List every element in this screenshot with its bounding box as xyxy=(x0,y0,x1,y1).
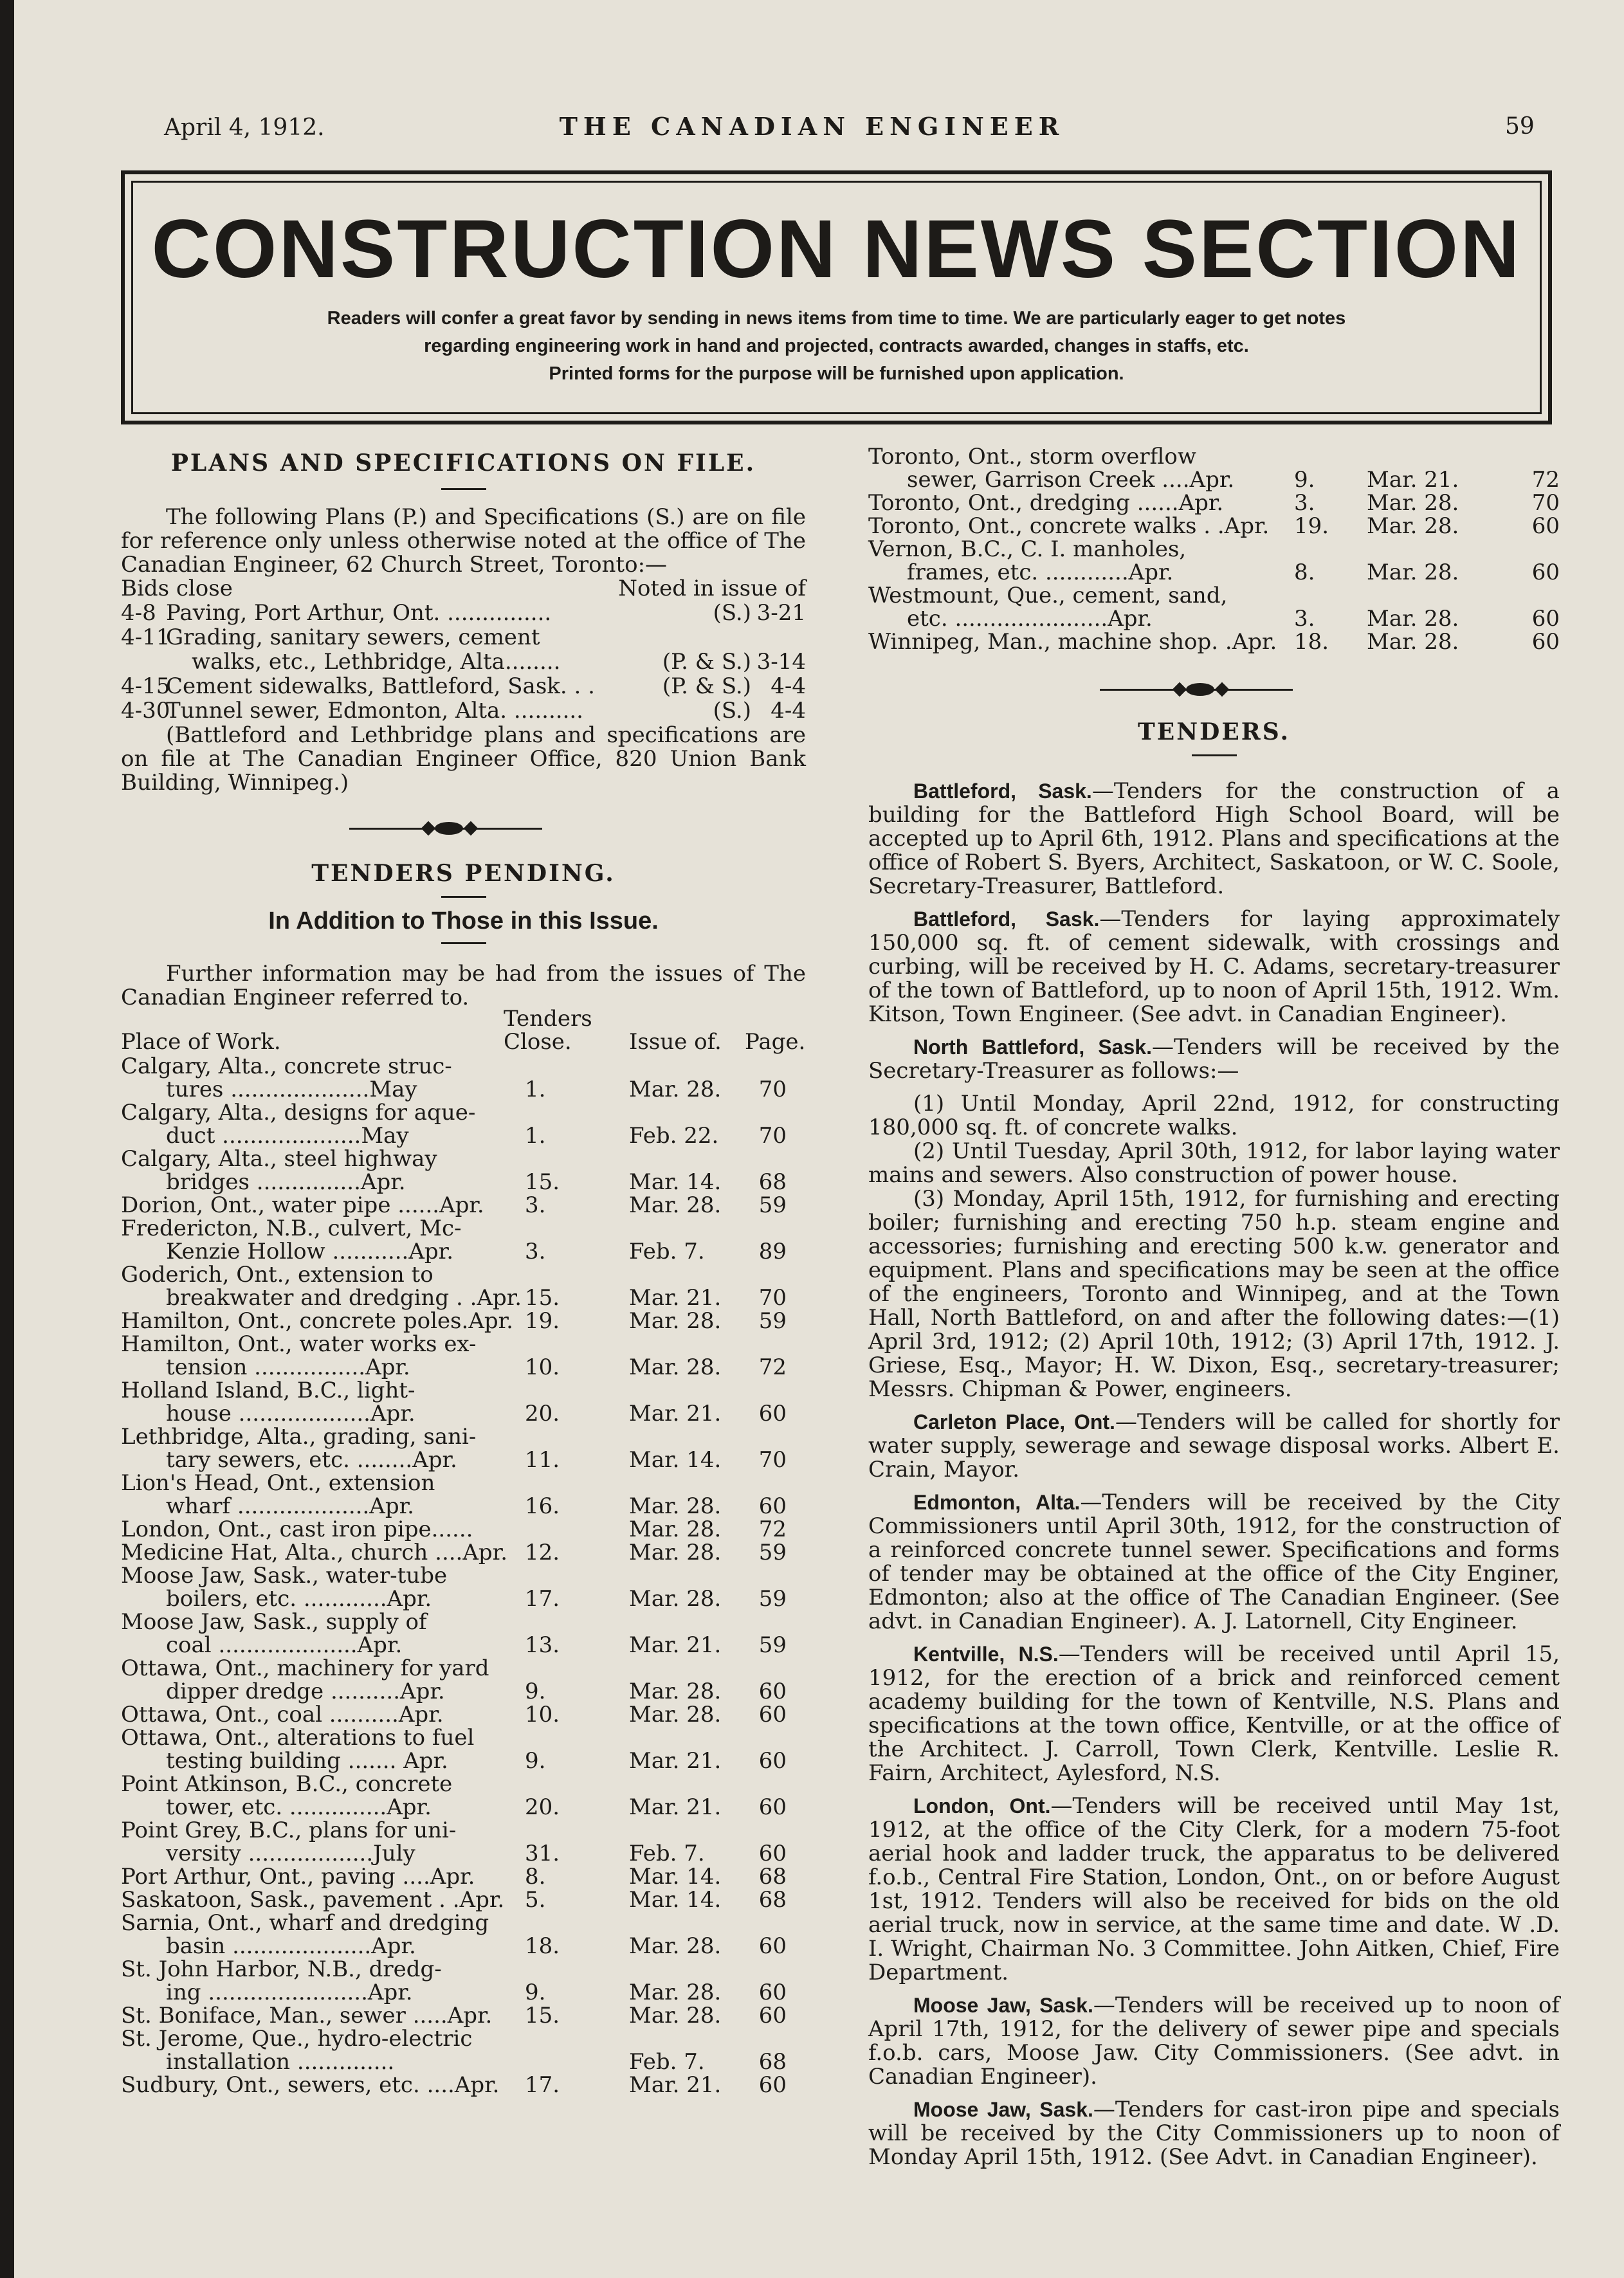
close-cell: 5. xyxy=(525,1887,546,1913)
plans-item-text: Paving, Port Arthur, Ont. ............... xyxy=(166,600,552,626)
close-cell: 10. xyxy=(525,1354,560,1380)
banner-notice-line: Printed forms for the purpose will be furnished upon application. xyxy=(549,363,1124,384)
table-row xyxy=(121,1888,806,1911)
place-cell: coal ....................Apr. xyxy=(166,1632,403,1658)
plans-item xyxy=(121,650,806,675)
heading-rule xyxy=(441,942,486,944)
tender-text: —Tenders will be received by the Secretary-Treasurer as follows:— xyxy=(868,1034,1560,1084)
page-cell: 59 xyxy=(758,1586,787,1612)
plans-item-issue: 3-21 xyxy=(756,600,806,626)
close-cell: 3. xyxy=(525,1192,546,1218)
page-cell: 60 xyxy=(758,1794,787,1820)
issue-cell: Mar. 28. xyxy=(629,1540,722,1565)
table-header xyxy=(121,1007,806,1055)
table-row xyxy=(868,468,1560,491)
page-cell: 60 xyxy=(758,1679,787,1704)
plans-item-date: 4-11 xyxy=(121,624,170,650)
issue-header: Issue of. xyxy=(629,1029,722,1055)
tender-text: —Tenders for cast-iron pipe and specials will be received by the City Commissioners up to noon of Monday April 15th, 1912. (See Advt. in Canadian Engineer). xyxy=(868,2097,1560,2170)
plans-item-date: 4-15 xyxy=(121,673,170,699)
issue-date: April 4, 1912. xyxy=(164,114,325,141)
place-cell: Calgary, Alta., steel highway xyxy=(121,1146,437,1172)
plans-item-type: (P. & S.) xyxy=(662,673,751,699)
tender-location: Battleford, Sask. xyxy=(913,779,1092,803)
issue-cell: Mar. 28. xyxy=(629,2003,722,2028)
place-cell: Port Arthur, Ont., paving ....Apr. xyxy=(121,1864,475,1890)
issue-cell: Mar. 21. xyxy=(629,1401,722,1426)
tender-location: North Battleford, Sask. xyxy=(913,1035,1152,1059)
place-cell: Moose Jaw, Sask., water-tube xyxy=(121,1563,448,1589)
table-row xyxy=(121,1564,806,1587)
issue-cell: Mar. 28. xyxy=(629,1192,722,1218)
table-row xyxy=(121,1911,806,1935)
page-cell: 60 xyxy=(758,2003,787,2028)
place-cell: Ottawa, Ont., coal ..........Apr. xyxy=(121,1702,444,1727)
tender-location: Edmonton, Alta. xyxy=(913,1491,1081,1514)
place-cell: duct ....................May xyxy=(166,1123,409,1149)
place-cell: frames, etc. ............Apr. xyxy=(907,560,1174,585)
table-row xyxy=(121,1217,806,1240)
tender-entry xyxy=(868,907,1560,1026)
plans-column-headers xyxy=(121,577,806,601)
tender-text: —Tenders for laying approximately 150,000 sq. ft. of cement sidewalk, with crossings and curbing, will be received by H. C. Adams, secretary-treasurer of the town of Battleford, up to noon of April 15th, 1912. Wm. Kitson, Town Engineer. (See advt. in Canadian Engineer). xyxy=(868,906,1560,1027)
tender-entry xyxy=(868,1491,1560,1634)
table-row xyxy=(121,1703,806,1726)
tender-location: Moose Jaw, Sask. xyxy=(913,2098,1093,2121)
table-row xyxy=(121,1772,806,1796)
tender-text: —Tenders will be called for shortly for water supply, sewerage and sewage disposal works. Albert E. Crain, Mayor. xyxy=(868,1409,1560,1482)
table-row xyxy=(121,1402,806,1425)
issue-cell: Mar. 28. xyxy=(629,1933,722,1959)
table-row xyxy=(121,1981,806,2004)
plans-item-issue: 4-4 xyxy=(771,698,806,724)
tenders-pending-heading: TENDERS PENDING. xyxy=(311,860,616,887)
issue-cell: Mar. 28. xyxy=(629,1517,722,1542)
place-cell: boilers, etc. ............Apr. xyxy=(166,1586,432,1612)
tender-text: —Tenders will be received up to noon of April 17th, 1912, for the delivery of sewer pipe and specials f.o.b. cars, Moose Jaw. City Commissioners. (See advt. in Canadian Engineer). xyxy=(868,1992,1560,2090)
place-cell: Toronto, Ont., storm overflow xyxy=(868,444,1196,469)
table-row xyxy=(121,1842,806,1865)
table-row xyxy=(121,1541,806,1564)
place-cell: Saskatoon, Sask., pavement . .Apr. xyxy=(121,1887,505,1913)
page-cell: 59 xyxy=(758,1632,787,1658)
issue-cell: Mar. 28. xyxy=(1367,629,1459,655)
tenders-list xyxy=(868,779,1560,2169)
page-cell: 68 xyxy=(758,1169,787,1195)
page-header: Page. xyxy=(745,1029,806,1055)
place-cell: St. Boniface, Man., sewer .....Apr. xyxy=(121,2003,493,2028)
issue-cell: Mar. 28. xyxy=(629,1679,722,1704)
right-column xyxy=(868,445,1560,2178)
close-header: Close. xyxy=(504,1029,572,1055)
plans-item-text: Cement sidewalks, Battleford, Sask. . . xyxy=(166,673,595,699)
tender-text: —Tenders will be received until April 15, 1912, for the erection of a brick and reinforced cement academy building for the town of Kentville, N.S. Plans and specifications at the town office, Kentville, or at the office of the Architect. J. Carroll, Town Clerk, Kentville. Leslie R. Fairn, Architect, Aylesford, N.S. xyxy=(868,1641,1560,1786)
issue-cell: Mar. 14. xyxy=(629,1169,722,1195)
close-cell: 19. xyxy=(525,1308,560,1334)
plans-item-type: (S.) xyxy=(713,698,751,724)
table-row xyxy=(121,1101,806,1124)
issue-cell: Mar. 28. xyxy=(1367,490,1459,516)
plans-item-issue: 4-4 xyxy=(771,673,806,699)
page-cell: 60 xyxy=(758,1841,787,1866)
close-cell: 8. xyxy=(1294,560,1315,585)
table-row xyxy=(121,1657,806,1680)
place-cell: Toronto, Ont., concrete walks . .Apr. xyxy=(868,513,1270,539)
table-row xyxy=(121,1147,806,1171)
place-cell: Hamilton, Ont., water works ex- xyxy=(121,1331,477,1357)
table-row xyxy=(121,1865,806,1888)
place-cell: tower, etc. ..............Apr. xyxy=(166,1794,432,1820)
place-cell: sewer, Garrison Creek ....Apr. xyxy=(907,467,1235,493)
place-cell: basin ....................Apr. xyxy=(166,1933,416,1959)
close-cell: 10. xyxy=(525,1702,560,1727)
table-row xyxy=(121,2004,806,2027)
place-cell: St. John Harbor, N.B., dredg- xyxy=(121,1956,442,1982)
place-cell: Holland Island, B.C., light- xyxy=(121,1378,415,1403)
tender-entry xyxy=(868,779,1560,898)
plans-item-date: 4-8 xyxy=(121,600,156,626)
issue-cell: Mar. 21. xyxy=(629,1632,722,1658)
table-row xyxy=(121,1819,806,1842)
table-row xyxy=(121,1194,806,1217)
table-row xyxy=(121,1263,806,1286)
tenders-pending-intro: Further information may be had from the issues of The Canadian Engineer referred to. xyxy=(121,961,806,1010)
page-cell: 60 xyxy=(758,1493,787,1519)
issue-cell: Mar. 28. xyxy=(629,1586,722,1612)
heading-rule xyxy=(441,488,486,490)
page-cell: 70 xyxy=(758,1285,787,1311)
page-cell: 68 xyxy=(758,1864,787,1890)
issue-cell: Mar. 14. xyxy=(629,1864,722,1890)
issue-cell: Feb. 7. xyxy=(629,1239,705,1264)
tender-entry xyxy=(868,2098,1560,2169)
place-cell: breakwater and dredging . .Apr. xyxy=(166,1285,522,1311)
plans-intro: The following Plans (P.) and Specifications (S.) are on file for reference only unless otherwise noted at the office of The Canadian Engineer, 62 Church Street, Toronto:— xyxy=(121,504,806,578)
tenders-heading: TENDERS. xyxy=(1138,718,1290,745)
table-row xyxy=(121,1749,806,1772)
page-cell: 60 xyxy=(758,1933,787,1959)
close-cell: 3. xyxy=(1294,606,1315,632)
close-cell: 9. xyxy=(525,1748,546,1774)
table-row xyxy=(868,445,1560,468)
close-cell: 12. xyxy=(525,1540,560,1565)
table-body xyxy=(121,1055,806,2097)
close-cell: 11. xyxy=(525,1447,560,1473)
issue-cell: Mar. 28. xyxy=(629,1308,722,1334)
place-cell: St. Jerome, Que., hydro-electric xyxy=(121,2026,473,2052)
plans-item-issue: 3-14 xyxy=(756,649,806,675)
issue-cell: Feb. 22. xyxy=(629,1123,719,1149)
table-row xyxy=(868,561,1560,584)
place-cell: tures ....................May xyxy=(166,1077,417,1102)
place-cell: Lethbridge, Alta., grading, sani- xyxy=(121,1424,477,1450)
close-cell: 15. xyxy=(525,1169,560,1195)
page-cell: 70 xyxy=(1531,490,1560,516)
plans-item xyxy=(121,626,806,650)
issue-cell: Mar. 28. xyxy=(629,1354,722,1380)
close-cell: 19. xyxy=(1294,513,1329,539)
table-row xyxy=(121,2050,806,2073)
table-row xyxy=(121,1610,806,1634)
issue-cell: Mar. 14. xyxy=(629,1447,722,1473)
place-cell: London, Ont., cast iron pipe...... xyxy=(121,1517,473,1542)
place-cell: tary sewers, etc. ........Apr. xyxy=(166,1447,457,1473)
place-cell: Point Atkinson, B.C., concrete xyxy=(121,1771,453,1797)
place-cell: Lion's Head, Ont., extension xyxy=(121,1470,435,1496)
place-cell: Ottawa, Ont., alterations to fuel xyxy=(121,1725,475,1751)
page-cell: 60 xyxy=(1531,513,1560,539)
table-row xyxy=(121,1078,806,1101)
page-number: 59 xyxy=(1505,113,1535,140)
plans-item xyxy=(121,601,806,626)
plans-item-text: Grading, sanitary sewers, cement xyxy=(166,624,540,650)
plans-item xyxy=(121,699,806,724)
close-cell: 9. xyxy=(1294,467,1315,493)
page-cell: 59 xyxy=(758,1192,787,1218)
plans-list xyxy=(121,601,806,724)
table-row xyxy=(121,1286,806,1309)
issue-cell: Mar. 28. xyxy=(629,1980,722,2005)
issue-cell: Mar. 21. xyxy=(629,2072,722,2098)
page-cell: 72 xyxy=(1531,467,1560,493)
place-cell: Point Grey, B.C., plans for uni- xyxy=(121,1818,457,1843)
issue-cell: Mar. 28. xyxy=(629,1077,722,1102)
page-cell: 60 xyxy=(758,1980,787,2005)
issue-cell: Mar. 28. xyxy=(1367,560,1459,585)
issue-cell: Mar. 14. xyxy=(629,1887,722,1913)
place-cell: Sarnia, Ont., wharf and dredging xyxy=(121,1910,489,1936)
table-row xyxy=(868,584,1560,607)
page-cell: 60 xyxy=(1531,560,1560,585)
running-header xyxy=(0,108,1624,147)
ornamental-divider xyxy=(868,677,1560,702)
table-row xyxy=(121,2027,806,2050)
tender-location: Kentville, N.S. xyxy=(913,1643,1059,1666)
issue-cell: Mar. 28. xyxy=(1367,606,1459,632)
place-cell: wharf ...................Apr. xyxy=(166,1493,414,1519)
place-cell: Toronto, Ont., dredging ......Apr. xyxy=(868,490,1224,516)
tender-location: Moose Jaw, Sask. xyxy=(913,1994,1093,2017)
table-row xyxy=(121,1587,806,1610)
plans-note: (Battleford and Lethbridge plans and specifications are on file at The Canadian Engineer Office, 820 Union Bank Building, Winnipeg.) xyxy=(121,722,806,796)
plans-item-type: (S.) xyxy=(713,600,751,626)
table-row xyxy=(121,1171,806,1194)
page-cell: 70 xyxy=(758,1447,787,1473)
plans-item-type: (P. & S.) xyxy=(662,649,751,675)
table-row xyxy=(121,1935,806,1958)
page-cell: 60 xyxy=(758,1748,787,1774)
page-cell: 72 xyxy=(758,1517,787,1542)
place-cell: Calgary, Alta., concrete struc- xyxy=(121,1053,452,1079)
tender-entry xyxy=(868,1035,1560,1083)
tender-text: —Tenders will be received until May 1st, 1912, at the office of the City Clerk, for a modern 75-foot aerial hook and ladder truck, the apparatus to be delivered f.o.b., Central Fire Station, London, Ont., on or before August 1st, 1912. Tenders will also be received for bids on the old aerial truck, now in service, at the same time and date. W .D. I. Wright, Chairman No. 3 Committee. John Aitken, Chief, Fire Department. xyxy=(868,1793,1560,1985)
place-cell: Ottawa, Ont., machinery for yard xyxy=(121,1655,489,1681)
issue-cell: Mar. 28. xyxy=(629,1493,722,1519)
place-cell: Vernon, B.C., C. I. manholes, xyxy=(868,536,1187,562)
tender-entry xyxy=(868,1410,1560,1482)
place-cell: Moose Jaw, Sask., supply of xyxy=(121,1609,427,1635)
tender-text: —Tenders for the construction of a building for the Battleford High School Board, will be accepted up to April 6th, 1912. Plans and specifications at the office of Robert S. Byers, Architect, Saskatoon, or W. C. Soole, Secretary-Treasurer, Battleford. xyxy=(868,778,1560,899)
issue-cell: Mar. 21. xyxy=(629,1748,722,1774)
tenders-pending-table xyxy=(121,1007,806,2097)
issue-cell: Mar. 28. xyxy=(629,1702,722,1727)
table-row xyxy=(121,1379,806,1402)
banner-notice-line: regarding engineering work in hand and projected, contracts awarded, changes in staffs, etc. xyxy=(424,336,1249,356)
table-row xyxy=(121,1425,806,1448)
table-row xyxy=(121,2073,806,2097)
place-cell: dipper dredge ..........Apr. xyxy=(166,1679,445,1704)
table-row xyxy=(121,1518,806,1541)
close-cell: 15. xyxy=(525,1285,560,1311)
page-cell: 72 xyxy=(758,1354,787,1380)
banner-notice-line: Readers will confer a great favor by sending in news items from time to time. We are particularly eager to get notes xyxy=(327,308,1346,329)
table-row xyxy=(868,515,1560,538)
page-cell: 70 xyxy=(758,1077,787,1102)
heading-rule xyxy=(441,896,486,898)
left-column xyxy=(121,444,806,2097)
close-cell: 20. xyxy=(525,1401,560,1426)
place-cell: Medicine Hat, Alta., church ....Apr. xyxy=(121,1540,508,1565)
close-header: Tenders xyxy=(504,1006,592,1032)
close-cell: 3. xyxy=(1294,490,1315,516)
journal-title: THE CANADIAN ENGINEER xyxy=(559,112,1065,141)
tenders-pending-continued xyxy=(868,445,1560,653)
page-cell: 70 xyxy=(758,1123,787,1149)
close-cell: 9. xyxy=(525,1679,546,1704)
close-cell: 16. xyxy=(525,1493,560,1519)
plans-item-text: walks, etc., Lethbridge, Alta........ xyxy=(192,649,561,675)
place-cell: tension ................Apr. xyxy=(166,1354,410,1380)
place-cell: etc. ......................Apr. xyxy=(907,606,1153,632)
place-cell: bridges ...............Apr. xyxy=(166,1169,406,1195)
close-cell: 15. xyxy=(525,2003,560,2028)
table-row xyxy=(121,1958,806,1981)
table-row xyxy=(868,538,1560,561)
banner-notice xyxy=(133,305,1540,388)
banner-title: CONSTRUCTION NEWS SECTION xyxy=(151,203,1522,295)
close-cell: 3. xyxy=(525,1239,546,1264)
page-cell: 60 xyxy=(1531,606,1560,632)
close-cell: 31. xyxy=(525,1841,560,1866)
issue-cell: Mar. 28. xyxy=(1367,513,1459,539)
place-cell: ing .......................Apr. xyxy=(166,1980,413,2005)
table-row xyxy=(121,1309,806,1333)
table-row xyxy=(121,1124,806,1147)
tenders-pending-subheading: In Addition to Those in this Issue. xyxy=(268,907,659,934)
table-row xyxy=(121,1495,806,1518)
banner-inner-frame xyxy=(131,181,1542,414)
table-row xyxy=(121,1356,806,1379)
table-row xyxy=(121,1726,806,1749)
table-row xyxy=(868,491,1560,515)
page-cell: 59 xyxy=(758,1308,787,1334)
table-row xyxy=(121,1472,806,1495)
table-row xyxy=(121,1240,806,1263)
plans-heading: PLANS AND SPECIFICATIONS ON FILE. xyxy=(170,450,756,477)
close-cell: 20. xyxy=(525,1794,560,1820)
table-row xyxy=(121,1680,806,1703)
table-row xyxy=(121,1333,806,1356)
page-cell: 68 xyxy=(758,1887,787,1913)
close-cell: 9. xyxy=(525,1980,546,2005)
place-cell: Hamilton, Ont., concrete poles.Apr. xyxy=(121,1308,513,1334)
section-banner xyxy=(121,170,1552,424)
table-row xyxy=(121,1055,806,1078)
table-row xyxy=(121,1448,806,1472)
place-cell: Dorion, Ont., water pipe ......Apr. xyxy=(121,1192,484,1218)
close-cell: 1. xyxy=(525,1123,546,1149)
ornamental-divider xyxy=(121,816,806,841)
tender-location: London, Ont. xyxy=(913,1794,1051,1818)
page-cell: 60 xyxy=(758,1401,787,1426)
place-cell: house ...................Apr. xyxy=(166,1401,415,1426)
place-cell: Calgary, Alta., designs for aque- xyxy=(121,1100,476,1125)
page-cell: 89 xyxy=(758,1239,787,1264)
close-cell: 17. xyxy=(525,1586,560,1612)
place-cell: Westmount, Que., cement, sand, xyxy=(868,583,1228,608)
issue-cell: Feb. 7. xyxy=(629,2049,705,2075)
place-cell: Fredericton, N.B., culvert, Mc- xyxy=(121,1216,462,1241)
table-row xyxy=(868,630,1560,653)
close-cell: 1. xyxy=(525,1077,546,1102)
close-cell: 17. xyxy=(525,2072,560,2098)
table-row xyxy=(868,607,1560,630)
issue-cell: Feb. 7. xyxy=(629,1841,705,1866)
tender-subitem: (2) Until Tuesday, April 30th, 1912, for labor laying water mains and sewers. Also construction of power house. xyxy=(868,1138,1560,1188)
place-cell: Goderich, Ont., extension to xyxy=(121,1262,433,1288)
page-cell: 68 xyxy=(758,2049,787,2075)
place-cell: Sudbury, Ont., sewers, etc. ....Apr. xyxy=(121,2072,500,2098)
plans-item-date: 4-30 xyxy=(121,698,170,724)
issue-cell: Mar. 21. xyxy=(629,1794,722,1820)
issue-cell: Mar. 21. xyxy=(1367,467,1459,493)
tender-location: Carleton Place, Ont. xyxy=(913,1410,1115,1434)
bids-close-header: Bids close xyxy=(121,576,233,601)
place-header: Place of Work. xyxy=(121,1029,281,1055)
tender-subitem: (1) Until Monday, April 22nd, 1912, for constructing 180,000 sq. ft. of concrete walks. xyxy=(868,1091,1560,1140)
page-cell: 59 xyxy=(758,1540,787,1565)
tender-entry xyxy=(868,1643,1560,1785)
issue-cell: Mar. 21. xyxy=(629,1285,722,1311)
place-cell: testing building ....... Apr. xyxy=(166,1748,448,1774)
close-cell: 13. xyxy=(525,1632,560,1658)
table-row xyxy=(121,1796,806,1819)
close-cell: 8. xyxy=(525,1864,546,1890)
page-cell: 60 xyxy=(758,1702,787,1727)
place-cell: installation .............. xyxy=(166,2049,395,2075)
page-cell: 60 xyxy=(758,2072,787,2098)
plans-item-text: Tunnel sewer, Edmonton, Alta. .......... xyxy=(166,698,583,724)
tender-subitem: (3) Monday, April 15th, 1912, for furnishing and erecting boiler; furnishing and erecting 750 h.p. steam engine and accessories; furnishing and erecting 500 k.w. generator and equipment. Plans and specifications may be seen at the office of the engineers, Toronto and Winnipeg, and at the Town Hall, North Battleford, on and after the following dates:—(1) April 3rd, 1912; (2) April 10th, 1912; (3) April 17th, 1912. J. Griese, Esq., Mayor; H. W. Dixon, Esq., secretary-treasurer; Messrs. Chipman & Power, engineers. xyxy=(868,1186,1560,1402)
noted-issue-header: Noted in issue of xyxy=(618,576,806,601)
place-cell: Kenzie Hollow ...........Apr. xyxy=(166,1239,453,1264)
tender-location: Battleford, Sask. xyxy=(913,907,1100,931)
page-cell: 60 xyxy=(1531,629,1560,655)
close-cell: 18. xyxy=(525,1933,560,1959)
tender-text: —Tenders will be received by the City Commissioners until April 30th, 1912, for the construction of a reinforced concrete tunnel sewer. Specifications and forms of tender may be obtained at the office of the City Enginer, Edmonton; also at the office of The Canadian Engineer. (See advt. in Canadian Engineer). A. J. Latornell, City Engineer. xyxy=(868,1490,1560,1634)
close-cell: 18. xyxy=(1294,629,1329,655)
table-row xyxy=(121,1634,806,1657)
place-cell: versity ..................July xyxy=(166,1841,415,1866)
heading-rule xyxy=(1192,754,1237,756)
tender-entry xyxy=(868,1994,1560,2089)
place-cell: Winnipeg, Man., machine shop. .Apr. xyxy=(868,629,1277,655)
plans-item xyxy=(121,675,806,699)
tender-entry xyxy=(868,1794,1560,1985)
